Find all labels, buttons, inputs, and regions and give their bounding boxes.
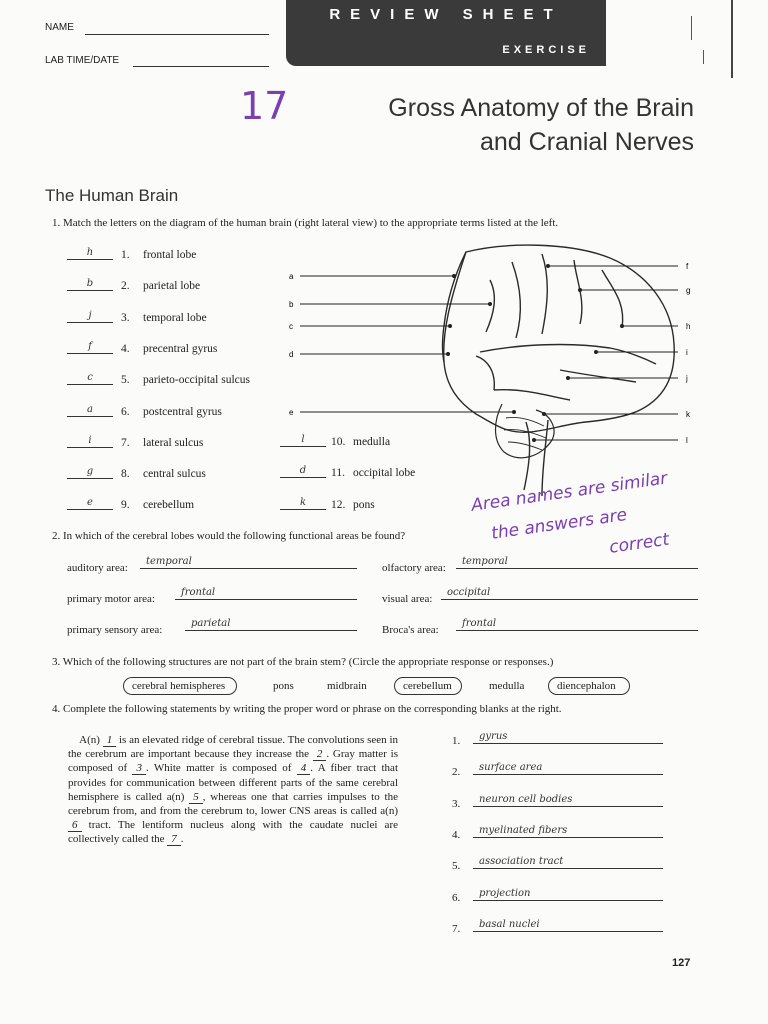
section-title: The Human Brain <box>45 186 179 205</box>
q2-answer-blank[interactable]: occipital <box>441 587 698 600</box>
diagram-label-j: j <box>686 374 688 383</box>
q4-answer-blank[interactable]: myelinated fibers <box>473 825 663 838</box>
q2-answer-blank[interactable]: temporal <box>140 556 357 569</box>
circled-answer-mark <box>394 677 462 695</box>
q2-prompt: 2. In which of the cerebral lobes would the following functional areas be found? <box>52 530 406 542</box>
q2-label: auditory area: <box>67 562 128 574</box>
q2-label: visual area: <box>382 593 433 605</box>
banner-title: REVIEW SHEET <box>329 6 563 23</box>
q1-item-number: 9. <box>121 499 130 512</box>
q1-answer-blank[interactable]: g <box>67 466 113 479</box>
sulcus-line <box>476 356 494 390</box>
q1-item-number: 5. <box>121 374 130 387</box>
q1-item-term: occipital lobe <box>353 467 416 480</box>
q1-item-number: 7. <box>121 436 130 449</box>
q4-answer-blank[interactable]: projection <box>473 888 663 901</box>
q1-item-number: 12. <box>331 498 346 511</box>
q1-item-term: parieto-occipital sulcus <box>143 374 250 387</box>
q1-answer-blank[interactable]: h <box>67 247 113 260</box>
page-title-line1: Gross Anatomy of the Brain <box>388 94 694 122</box>
diagram-label-l: l <box>686 436 688 445</box>
q4-answer-number: 1. <box>452 735 461 747</box>
diagram-label-b: b <box>289 300 294 309</box>
labtime-label: LAB TIME/DATE <box>45 55 120 66</box>
diagram-label-g: g <box>686 286 691 295</box>
page-number: 127 <box>672 957 691 969</box>
q4-answer-number: 6. <box>452 891 461 904</box>
page-edge <box>731 0 733 78</box>
q3-prompt: 3. Which of the following structures are not part of the brain stem? (Circle the appropriate response or responses.) <box>52 656 554 668</box>
q2-label: primary sensory area: <box>67 624 163 636</box>
q1-item-number: 10. <box>331 436 346 448</box>
para-text: , whereas one that carries impulses to the cerebrum from, and from the cerebrum to, lower CNS areas is called a(n) <box>68 790 398 818</box>
circled-answer-mark <box>123 677 237 695</box>
q1-item-term: central sulcus <box>143 468 206 481</box>
q2-answer-blank[interactable]: frontal <box>175 587 357 600</box>
para-blank-4: 4 <box>297 762 311 775</box>
occipital-outline <box>443 252 467 362</box>
q1-item-term: precentral gyrus <box>143 342 218 355</box>
sulcus-line <box>494 390 570 400</box>
para-text: . Gray matter is composed of <box>68 748 398 775</box>
q1-answer-blank[interactable]: d <box>280 465 326 478</box>
q4-prompt: 4. Complete the following statements by writing the proper word or phrase on the corresponding blanks at the right. <box>52 703 562 715</box>
q1-answer-blank[interactable]: k <box>280 497 326 510</box>
para-blank-3: 3 <box>132 762 146 775</box>
para-blank-6: 6 <box>68 819 82 832</box>
q4-answer-number: 5. <box>452 860 461 873</box>
q1-item-term: lateral sulcus <box>143 436 204 449</box>
pen-mark <box>691 16 692 40</box>
circled-answer-mark <box>548 677 630 695</box>
q1-answer-blank[interactable]: a <box>67 404 113 417</box>
q4-answer-number: 4. <box>452 828 461 841</box>
para-blank-1: 1 <box>103 734 117 747</box>
q3-option[interactable]: medulla <box>489 680 525 692</box>
q2-label: Broca's area: <box>382 624 439 636</box>
diagram-label-f: f <box>686 262 689 271</box>
q4-answer-blank[interactable]: surface area <box>473 762 663 775</box>
q4-answer-blank[interactable]: neuron cell bodies <box>473 794 663 807</box>
q4-answer-blank[interactable]: association tract <box>473 856 663 869</box>
banner-subtitle: EXERCISE <box>502 44 590 56</box>
para-text: is an elevated ridge of cerebral tissue. The convolutions seen in the cerebrum are important because they increase the <box>68 734 398 761</box>
cerebrum-outline <box>444 245 675 432</box>
q1-item-number: 2. <box>121 280 130 293</box>
para-blank-2: 2 <box>313 748 327 761</box>
q2-answer-blank[interactable]: frontal <box>456 618 698 631</box>
diagram-label-c: c <box>289 322 293 331</box>
q4-answer-number: 2. <box>452 766 461 779</box>
q1-item-number: 6. <box>121 405 130 418</box>
review-sheet-banner <box>286 0 606 66</box>
teacher-note-line3: correct <box>608 529 671 558</box>
q1-item-term: pons <box>353 498 375 511</box>
q1-answer-blank[interactable]: l <box>280 434 326 447</box>
q1-answer-blank[interactable]: c <box>67 372 113 385</box>
q2-answer-blank[interactable]: temporal <box>456 556 698 569</box>
page-title-line2: and Cranial Nerves <box>480 128 694 156</box>
q3-option[interactable]: pons <box>273 680 294 692</box>
para-text: . White matter is composed of <box>145 762 297 775</box>
diagram-label-d: d <box>289 350 294 359</box>
sulcus-line <box>486 280 494 332</box>
diagram-label-i: i <box>686 348 688 357</box>
q1-item-term: medulla <box>353 436 391 448</box>
q4-answer-blank[interactable]: basal nuclei <box>473 919 663 932</box>
q1-item-term: temporal lobe <box>143 311 207 324</box>
q4-answer-number: 3. <box>452 797 461 810</box>
para-text: . A fiber tract that provides for communication between different parts of the same cerebral hemisphere is called a(n) <box>68 762 398 803</box>
para-text: tract. The lentiform nucleus along with the caudate nuclei are collectively called the <box>68 819 398 846</box>
q1-answer-blank[interactable]: f <box>67 341 113 354</box>
teacher-note-line2: the answers are <box>490 504 629 544</box>
sulcus-line <box>602 270 623 328</box>
sulcus-line <box>512 262 520 338</box>
para-text: . <box>180 833 184 846</box>
q1-item-number: 11. <box>331 467 345 480</box>
para-text: A(n) <box>79 734 103 746</box>
q1-item-term: frontal lobe <box>143 249 197 261</box>
q4-paragraph <box>68 733 398 847</box>
name-field[interactable] <box>85 34 269 35</box>
q1-item-number: 3. <box>121 311 130 324</box>
exercise-number: 17 <box>240 84 289 128</box>
q1-item-number: 8. <box>121 468 130 481</box>
q1-item-number: 1. <box>121 249 130 261</box>
q1-item-term: postcentral gyrus <box>143 405 222 418</box>
brain-diagram <box>280 240 700 500</box>
pen-mark <box>703 50 704 64</box>
q4-answer-blank[interactable]: gyrus <box>473 731 663 744</box>
q2-label: olfactory area: <box>382 562 446 574</box>
q1-item-term: cerebellum <box>143 499 195 512</box>
q4-answer-number: 7. <box>452 922 461 935</box>
name-label: NAME <box>45 22 74 33</box>
q3-option[interactable]: cerebral hemispheres <box>132 680 226 692</box>
para-blank-5: 5 <box>189 791 203 804</box>
q1-answer-blank[interactable]: i <box>67 435 113 448</box>
q1-prompt: 1. Match the letters on the diagram of the human brain (right lateral view) to the appropriate terms listed at the left. <box>52 217 559 229</box>
q1-answer-blank[interactable]: b <box>67 278 113 291</box>
diagram-label-a: a <box>289 272 294 281</box>
teacher-note-line1: Area names are similar <box>470 468 669 516</box>
q3-option[interactable]: cerebellum <box>403 680 452 692</box>
q2-label: primary motor area: <box>67 593 155 605</box>
q1-item-term: parietal lobe <box>143 280 201 293</box>
q1-answer-blank[interactable]: e <box>67 497 113 510</box>
sulcus-line <box>574 260 582 324</box>
diagram-label-k: k <box>686 410 690 419</box>
cerebellum-folia <box>504 417 546 450</box>
q1-answer-blank[interactable]: j <box>67 310 113 323</box>
diagram-label-e: e <box>289 408 294 417</box>
q1-item-number: 4. <box>121 342 130 355</box>
lateral-sulcus-line <box>480 345 656 364</box>
labtime-field[interactable] <box>133 66 269 67</box>
q3-option[interactable]: midbrain <box>327 680 367 692</box>
q3-option[interactable]: diencephalon <box>557 680 616 692</box>
q2-answer-blank[interactable]: parietal <box>185 618 357 631</box>
diagram-label-h: h <box>686 322 691 331</box>
sulcus-line <box>560 370 636 382</box>
para-blank-7: 7 <box>167 833 181 846</box>
